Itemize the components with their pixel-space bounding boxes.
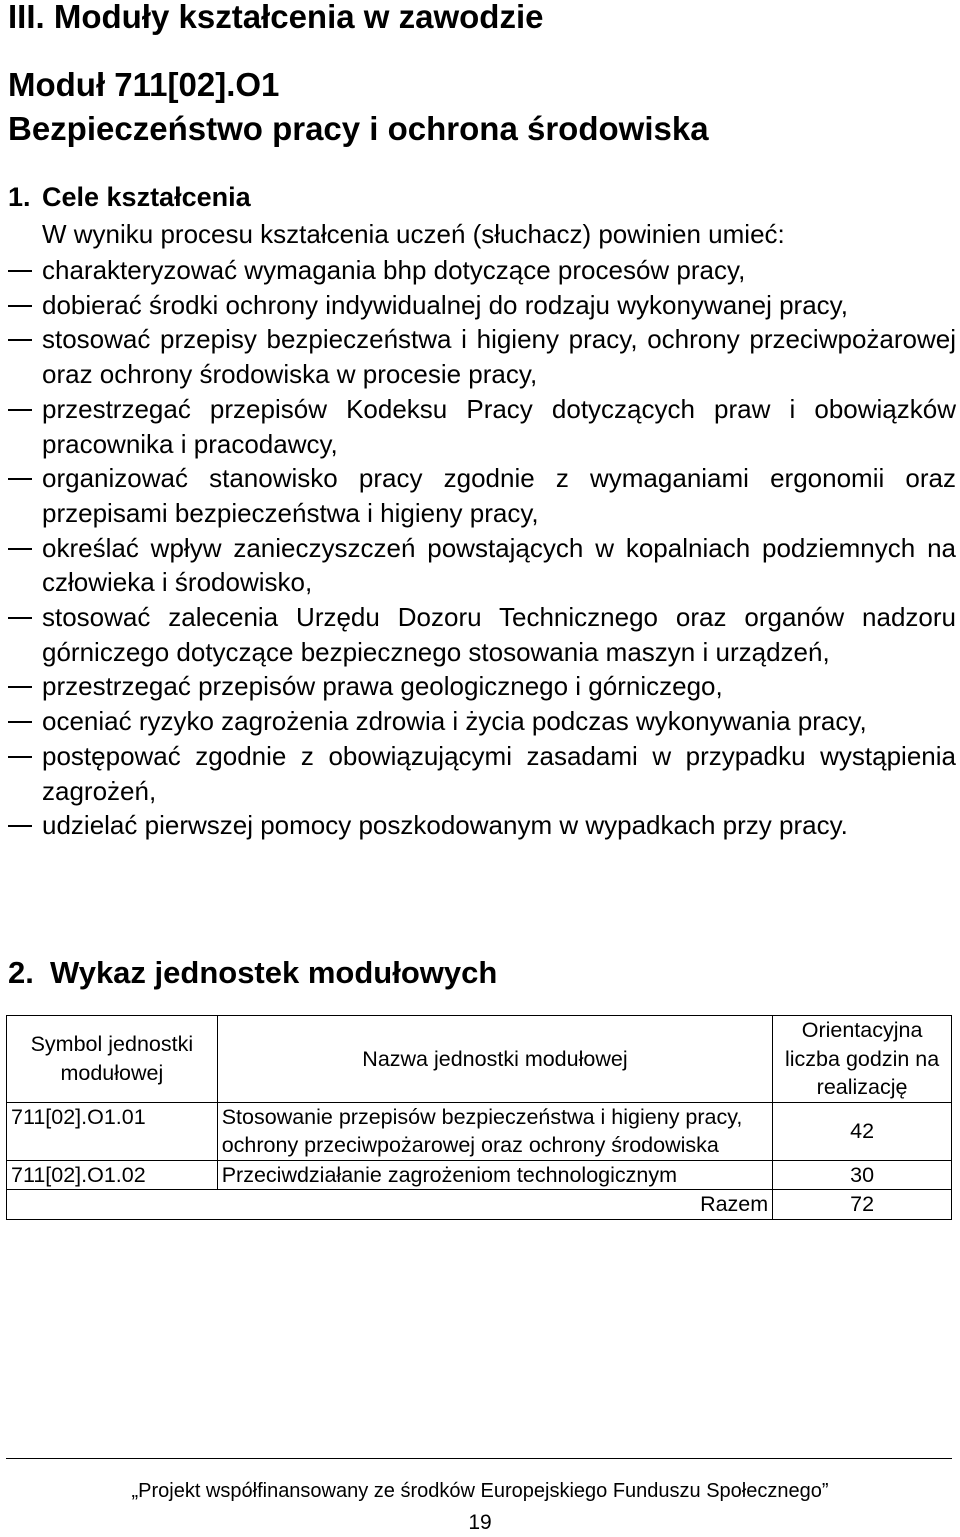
footer-funding-note: „Projekt współfinansowany ze środków Europejskiego Funduszu Społecznego” [131, 1480, 829, 1502]
dash-bullet-icon [8, 617, 32, 619]
dash-bullet-icon [8, 339, 32, 341]
list-item-text: udzielać pierwszej pomocy poszkodowanym w wypadkach przy pracy. [42, 810, 848, 841]
unit-name: Stosowanie przepisów bezpieczeństwa i higieny pracy, ochrony przeciwpożarowej oraz ochrony środowiska [217, 1102, 772, 1160]
dash-bullet-icon [8, 409, 32, 411]
section-1-number: 1. [8, 182, 31, 212]
dash-bullet-icon [8, 721, 32, 723]
dash-bullet-icon [8, 686, 32, 688]
dash-bullet-icon [8, 548, 32, 550]
table-row [7, 1102, 952, 1160]
header-hours: Orientacyjna liczba godzin na realizację [773, 1016, 952, 1103]
list-item [0, 288, 960, 323]
table-total-row [7, 1190, 952, 1220]
chapter-title: III. Moduły kształcenia w zawodzie [8, 0, 544, 35]
list-item-text: określać wpływ zanieczyszczeń powstających w kopalniach podziemnych na człowieka i środowisko, [42, 532, 956, 598]
list-item-text: oceniać ryzyko zagrożenia zdrowia i życia podczas wykonywania pracy, [42, 706, 867, 737]
section-1-title: Cele kształcenia [42, 182, 251, 212]
section-2-number: 2. [8, 955, 34, 990]
header-symbol: Symbol jednostki modułowej [7, 1016, 218, 1103]
dash-bullet-icon [8, 756, 32, 758]
list-item [0, 322, 960, 391]
learning-goals-list [0, 253, 960, 843]
module-name-heading: Bezpieczeństwo pracy i ochrona środowiska [8, 110, 709, 147]
module-code-heading: Moduł 711[02].O1 [8, 66, 280, 103]
list-item [0, 461, 960, 530]
list-item-text: dobierać środki ochrony indywidualnej do rodzaju wykonywanej pracy, [42, 289, 848, 320]
list-item-text: przestrzegać przepisów Kodeksu Pracy dotyczących praw i obowiązków pracownika i pracodawcy, [42, 393, 956, 459]
list-item [0, 704, 960, 739]
dash-bullet-icon [8, 478, 32, 480]
list-item [0, 669, 960, 704]
list-item [0, 392, 960, 461]
unit-name: Przeciwdziałanie zagrożeniom technologicznym [217, 1160, 772, 1190]
section-2-title: Wykaz jednostek modułowych [50, 955, 498, 990]
page-number: 19 [468, 1511, 492, 1534]
list-item [0, 808, 960, 843]
total-value: 72 [773, 1190, 952, 1220]
list-item [0, 739, 960, 808]
unit-hours: 42 [773, 1102, 952, 1160]
dash-bullet-icon [8, 825, 32, 827]
section-2-heading [8, 955, 497, 991]
list-item-text: stosować zalecenia Urzędu Dozoru Technicznego oraz organów nadzoru górniczego dotyczące bezpiecznego stosowania maszyn i urządzeń, [42, 602, 956, 667]
module-units-table [6, 1015, 952, 1220]
section-1-intro: W wyniku procesu kształcenia uczeń (słuchacz) powinien umieć: [42, 219, 785, 249]
dash-bullet-icon [8, 305, 32, 307]
list-item-text: postępować zgodnie z obowiązującymi zasadami w przypadku wystąpienia zagrożeń, [42, 740, 956, 806]
list-item-text: stosować przepisy bezpieczeństwa i higieny pracy, ochrony przeciwpożarowej oraz ochrony środowiska w procesie pracy, [42, 324, 956, 390]
header-name: Nazwa jednostki modułowej [217, 1016, 772, 1103]
total-label: Razem [7, 1190, 773, 1220]
list-item [0, 531, 960, 600]
unit-symbol: 711[02].O1.01 [7, 1102, 218, 1160]
list-item-text: organizować stanowisko pracy zgodnie z wymaganiami ergonomii oraz przepisami bezpieczeństwa i higieny pracy, [42, 463, 956, 528]
unit-hours: 30 [773, 1160, 952, 1190]
unit-symbol: 711[02].O1.02 [7, 1160, 218, 1190]
list-item-text: przestrzegać przepisów prawa geologicznego i górniczego, [42, 671, 723, 702]
table-header-row [7, 1016, 952, 1103]
section-1-heading [8, 180, 251, 214]
footer-divider [6, 1458, 952, 1459]
list-item [0, 253, 960, 288]
list-item [0, 600, 960, 669]
dash-bullet-icon [8, 270, 32, 272]
list-item-text: charakteryzować wymagania bhp dotyczące procesów pracy, [42, 255, 746, 285]
table-row [7, 1160, 952, 1190]
